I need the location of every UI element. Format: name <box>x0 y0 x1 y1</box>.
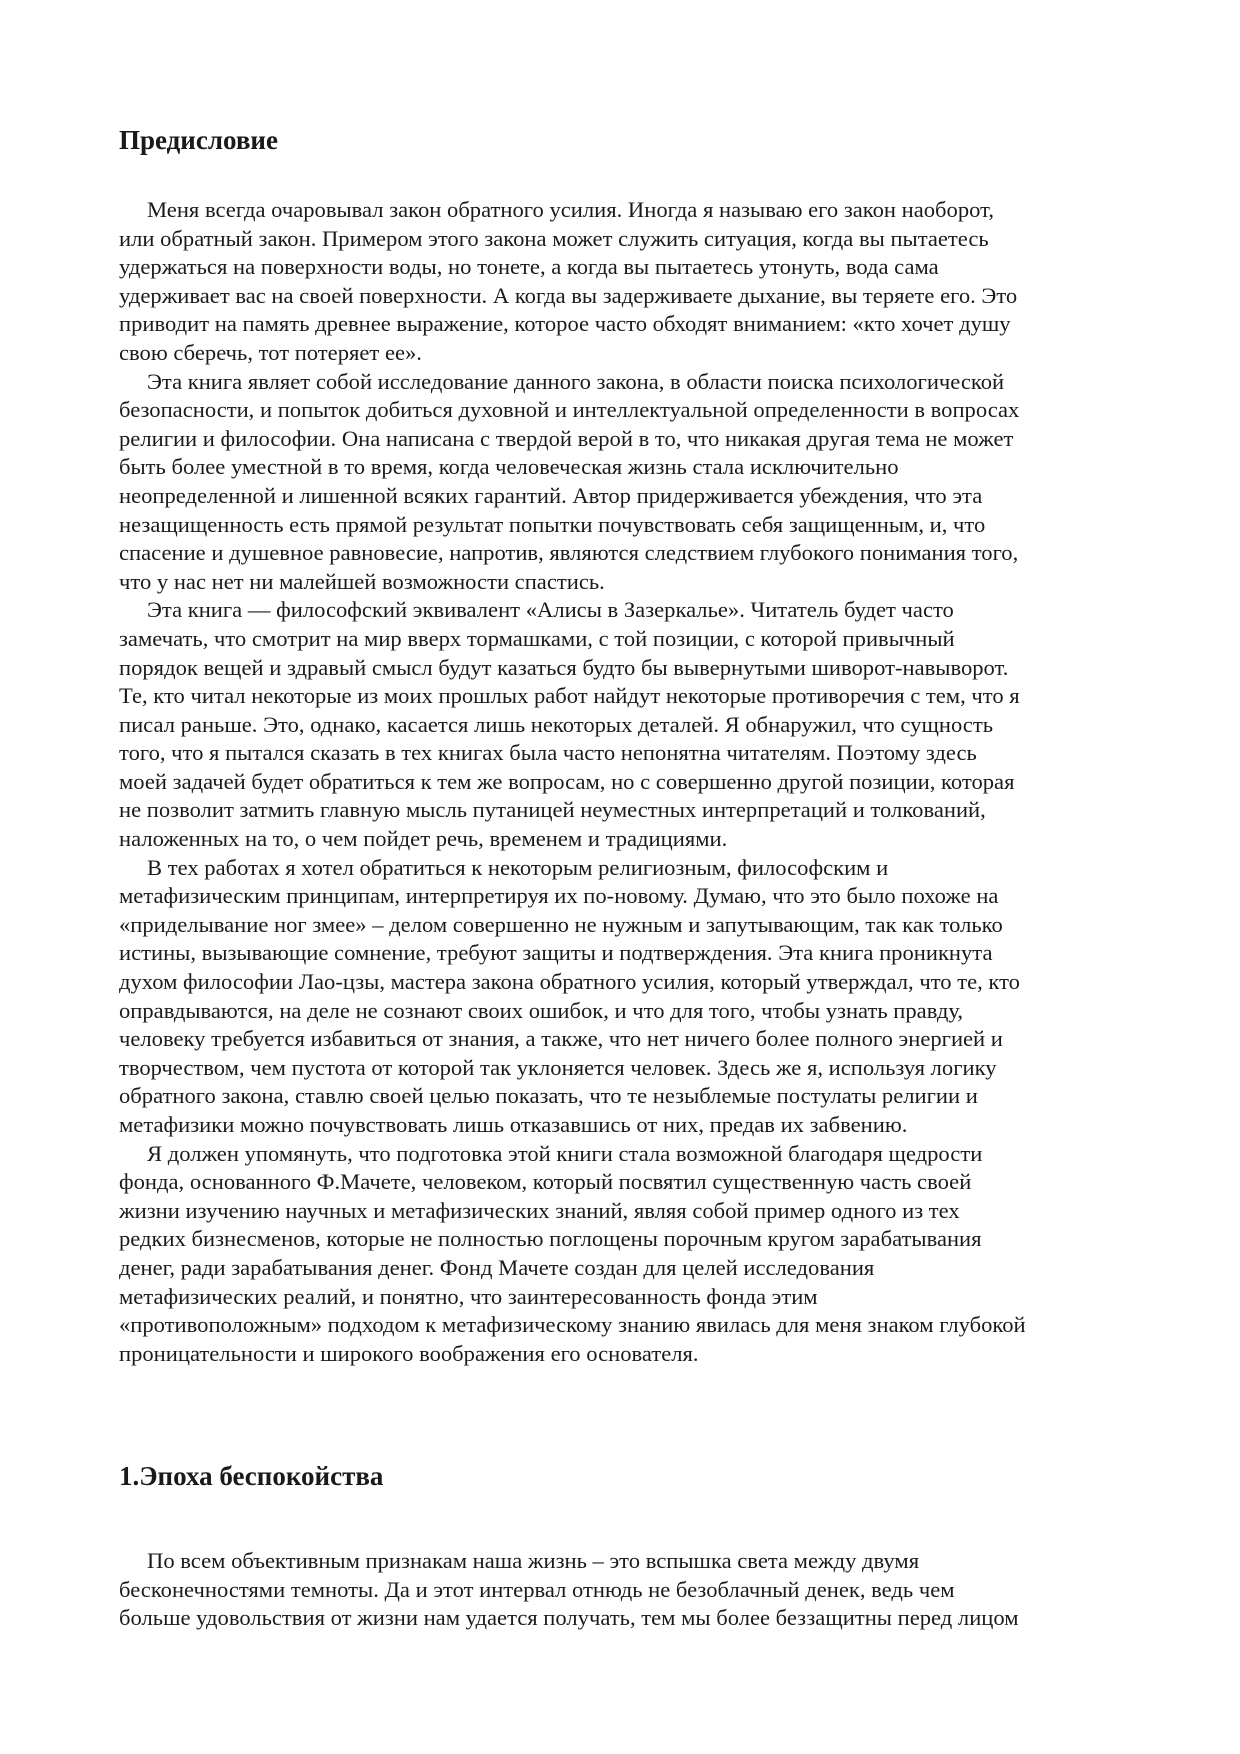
text-line: наложенных на то, о чем пойдет речь, временем и традициями. <box>119 826 728 852</box>
text-line: безопасности, и попыток добиться духовной и интеллектуальной определенности в вопросах <box>119 397 1020 423</box>
text-line: По всем объективным признакам наша жизнь – это вспышка света между двумя <box>147 1548 920 1573</box>
text-line: редких бизнесменов, которые не полностью поглощены порочным кругом зарабатывания <box>119 1226 982 1252</box>
text-line: замечать, что смотрит на мир вверх тормашками, с той позиции, с которой привычный <box>119 625 955 651</box>
text-line: того, что я пытался сказать в тех книгах была часто непонятна читателям. Поэтому здесь <box>119 740 977 766</box>
text-line: бесконечностями темноты. Да и этот интервал отнюдь не безоблачный денек, ведь чем <box>119 1576 955 1602</box>
text-line: Эта книга являет собой исследование данного закона, в области поиска психологической <box>147 368 1005 394</box>
text-line: Эта книга — философский эквивалент «Алисы в Зазеркалье». Читатель будет часто <box>147 597 954 623</box>
text-line: истины, вызывающие сомнение, требуют защиты и подтверждения. Эта книга проникнута <box>119 940 993 966</box>
chapter-1-body <box>119 1547 1139 1633</box>
section-heading-chapter-1: 1.Эпоха беспокойства <box>119 1461 384 1491</box>
text-line: незащищенность есть прямой результат попытки почувствовать себя защищенным, и, что <box>119 511 986 537</box>
text-line: что у нас нет ни малейшей возможности спастись. <box>119 568 605 594</box>
text-line: не позволит затмить главную мысль путаницей неуместных интерпретаций и толкований, <box>119 797 986 823</box>
text-line: творчеством, чем пустота от которой так уклоняется человек. Здесь же я, используя логику <box>119 1054 997 1080</box>
text-line: метафизическим принципам, интерпретируя их по-новому. Думаю, что это было похоже на <box>119 883 999 909</box>
text-line: спасение и душевное равновесие, напротив, являются следствием глубокого понимания того, <box>119 540 1019 566</box>
text-line: писал раньше. Это, однако, касается лишь некоторых деталей. Я обнаружил, что сущность <box>119 711 994 737</box>
text-line: религии и философии. Она написана с твердой верой в то, что никакая другая тема не может <box>119 425 1014 451</box>
text-line: жизни изучению научных и метафизических знаний, являя собой пример одного из тех <box>119 1197 960 1223</box>
text-line: проницательности и широкого воображения его основателя. <box>119 1340 699 1366</box>
text-line: быть более уместной в то время, когда человеческая жизнь стала исключительно <box>119 454 899 480</box>
text-line: метафизических реалий, и понятно, что заинтересованность фонда этим <box>119 1283 818 1309</box>
text-line: удержаться на поверхности воды, но тонете, а когда вы пытаетесь утонуть, вода сама <box>119 254 939 280</box>
text-line: порядок вещей и здравый смысл будут казаться будто бы вывернутыми шиворот-навыворот. <box>119 654 1009 680</box>
preface-body <box>119 196 1139 1368</box>
text-line: обратного закона, ставлю своей целью показать, что те незыблемые постулаты религии и <box>119 1083 978 1109</box>
text-line: удерживает вас на своей поверхности. А когда вы задерживаете дыхание, вы теряете его. Это <box>119 282 1018 308</box>
text-line: неопределенной и лишенной всяких гарантий. Автор придерживается убеждения, что эта <box>119 482 983 508</box>
text-line: метафизики можно почувствовать лишь отказавшись от них, предав их забвению. <box>119 1112 908 1137</box>
section-heading-preface: Предисловие <box>119 125 278 155</box>
text-line: оправдываются, на деле не сознают своих ошибок, и что для того, чтобы узнать правду, <box>119 997 963 1023</box>
text-line: Я должен упомянуть, что подготовка этой книги стала возможной благодаря щедрости <box>147 1140 983 1166</box>
text-line: Те, кто читал некоторые из моих прошлых работ найдут некоторые противоречия с тем, что я <box>119 683 1020 709</box>
text-line: приводит на память древнее выражение, которое часто обходят вниманием: «кто хочет душу <box>119 311 1011 337</box>
text-line: фонда, основанного Ф.Мачете, человеком, который посвятил существенную часть своей <box>119 1169 972 1195</box>
text-line: или обратный закон. Примером этого закона может служить ситуация, когда вы пытаетесь <box>119 225 989 251</box>
text-line: свою сберечь, тот потеряет ее». <box>119 339 422 365</box>
text-line: денег, ради зарабатывания денег. Фонд Мачете создан для целей исследования <box>119 1254 875 1280</box>
text-line: духом философии Лао-цзы, мастера закона обратного усилия, который утверждал, что те, кто <box>119 969 1020 995</box>
text-line: «приделывание ног змее» – делом совершенно не нужным и запутывающим, так как только <box>119 911 1003 937</box>
text-line: «противоположным» подходом к метафизическому знанию явилась для меня знаком глубокой <box>119 1312 1026 1338</box>
text-line: Меня всегда очаровывал закон обратного усилия. Иногда я называю его закон наоборот, <box>147 197 994 222</box>
text-line: В тех работах я хотел обратиться к некоторым религиозным, философским и <box>147 854 889 880</box>
text-line: человеку требуется избавиться от знания, а также, что нет ничего более полного энергией и <box>119 1026 1003 1052</box>
text-line: моей задачей будет обратиться к тем же вопросам, но с совершенно другой позиции, которая <box>119 768 1015 794</box>
text-line: больше удовольствия от жизни нам удается получать, тем мы более беззащитны перед лицом <box>119 1605 1019 1631</box>
